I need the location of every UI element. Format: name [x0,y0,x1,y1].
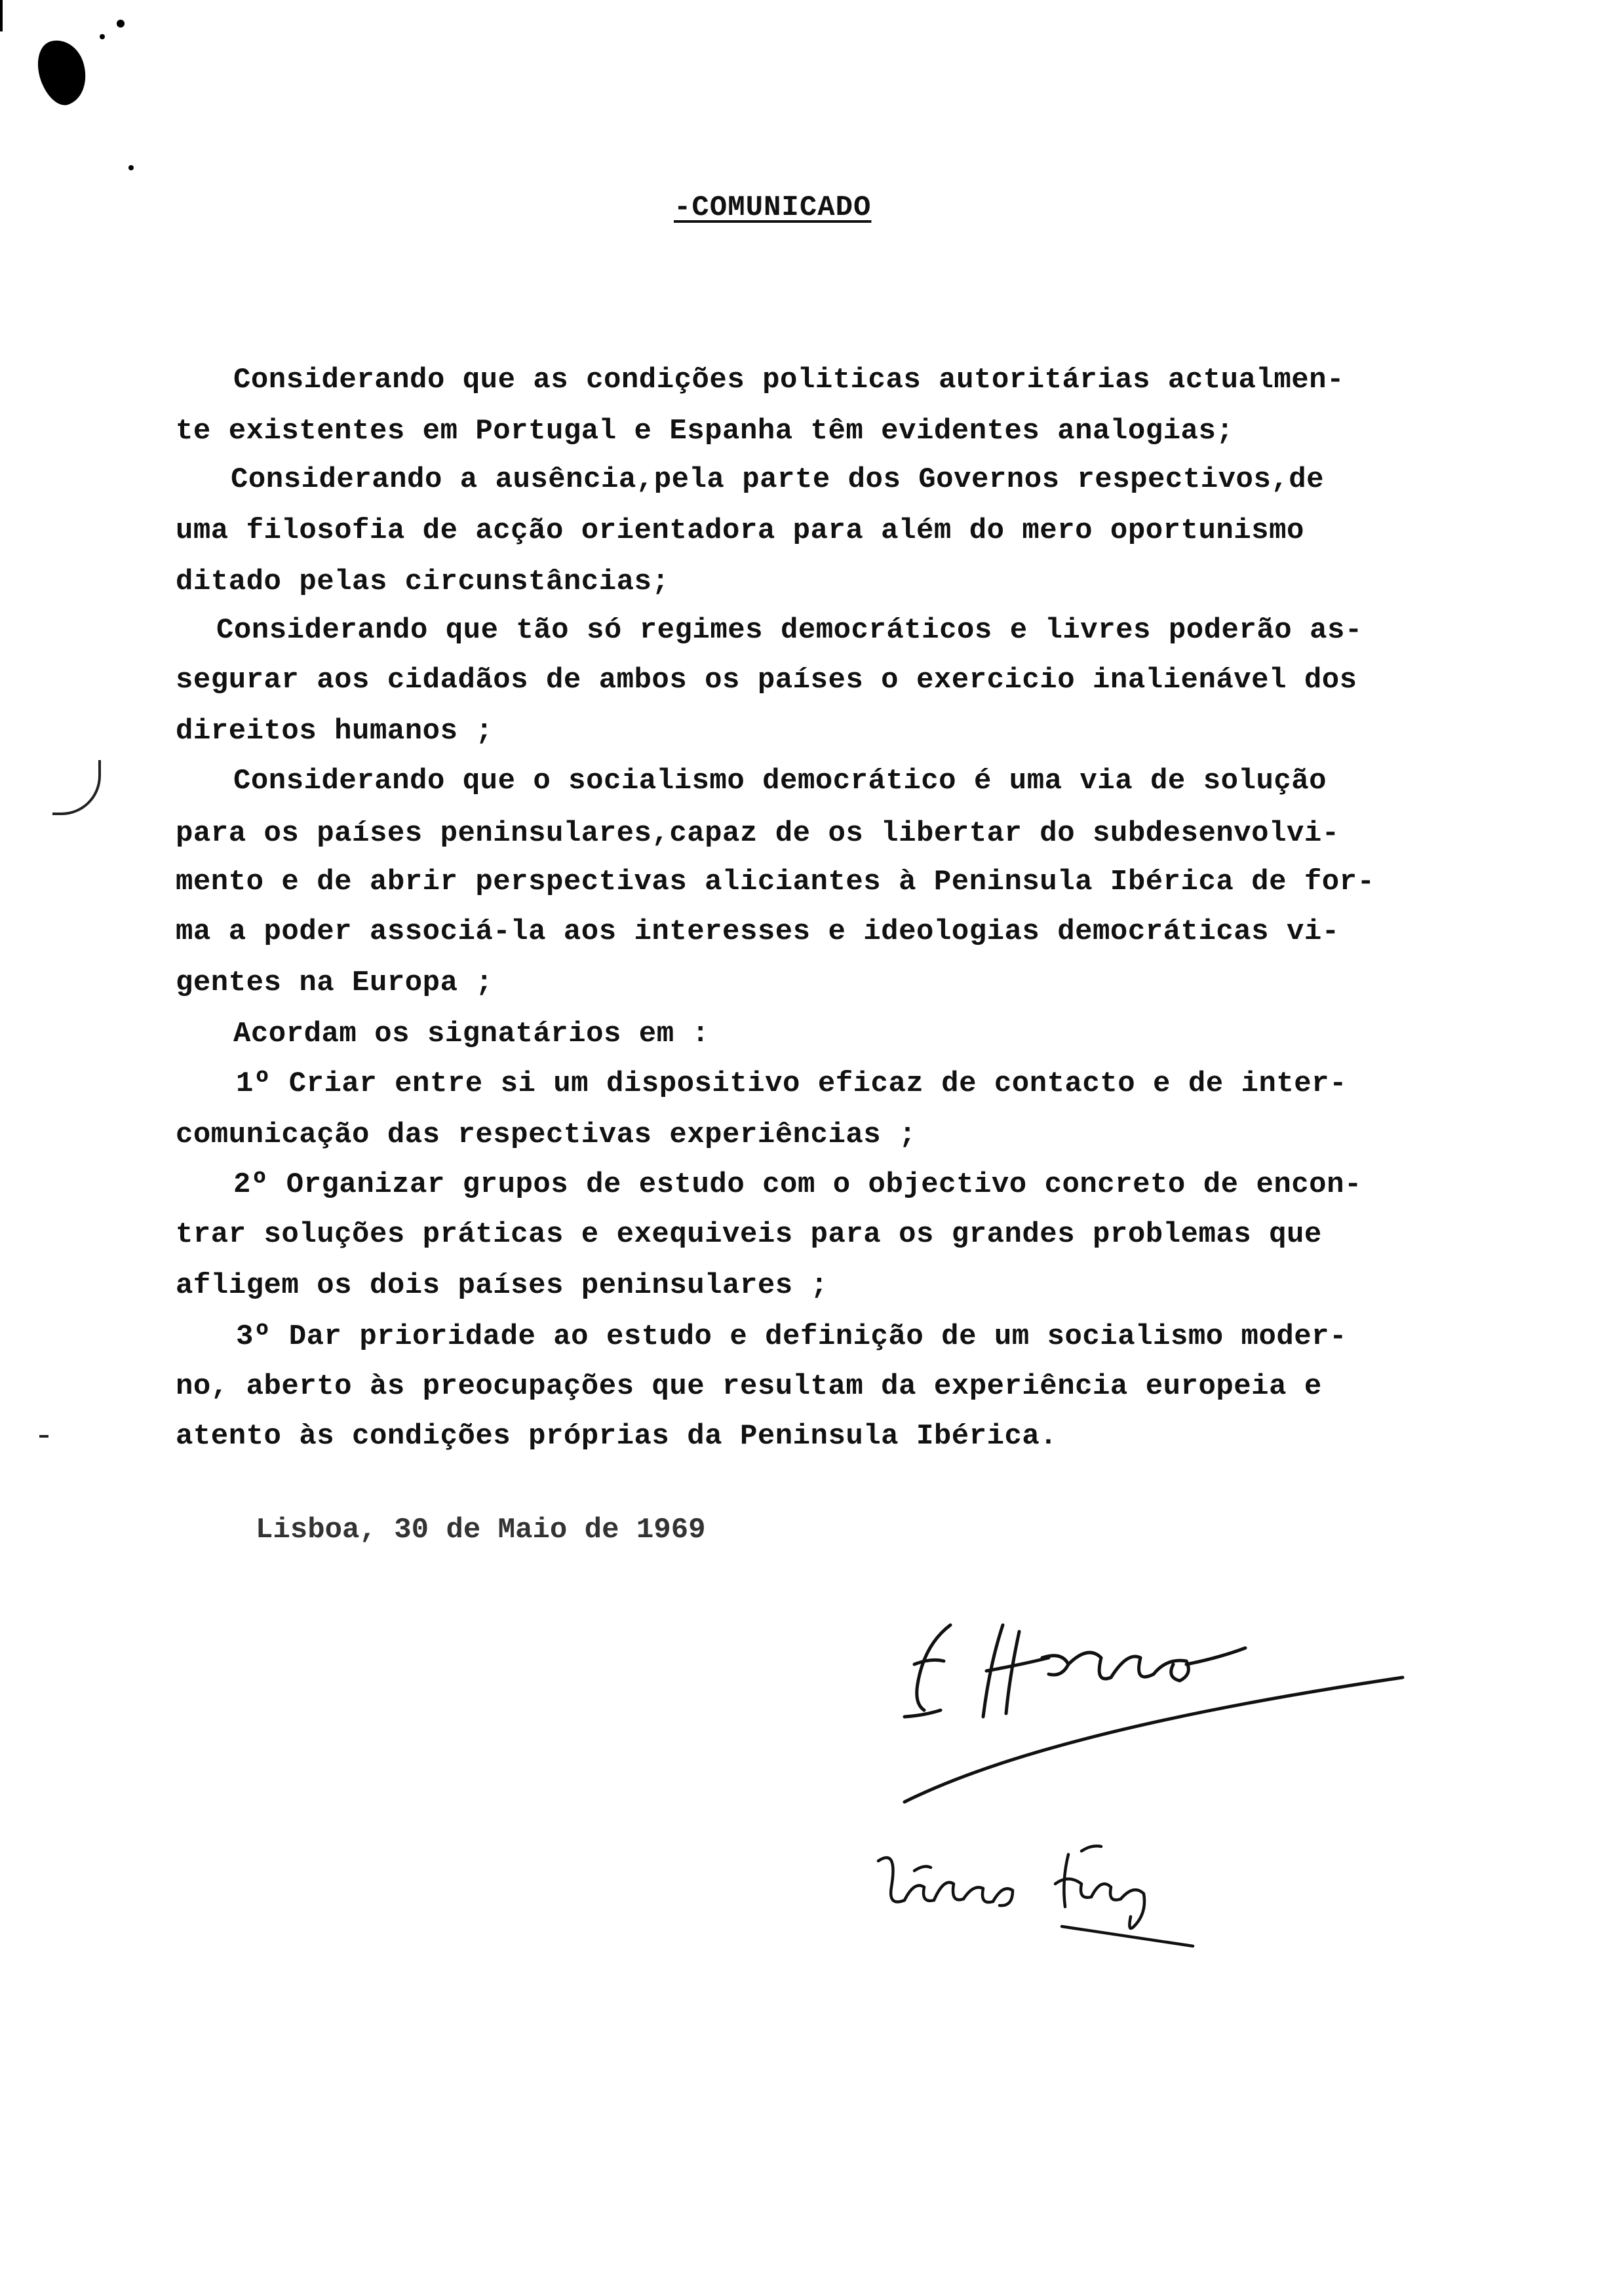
text-line: uma filosofia de acção orientadora para além do mero oportunismo [176,514,1304,547]
place-date: Lisboa, 30 de Maio de 1969 [256,1514,706,1546]
scan-edge-mark [0,0,3,31]
text-line: 2º Organizar grupos de estudo com o objectivo concreto de encon- [233,1168,1362,1201]
text-line: para os países peninsulares,capaz de os libertar do subdesenvolvi- [176,817,1340,850]
text-line: no, aberto às preocupações que resultam da experiência europeia e [176,1370,1322,1403]
text-line: afligem os dois países peninsulares ; [176,1269,828,1302]
text-line: gentes na Europa ; [176,966,494,999]
text-line: trar soluções práticas e exequiveis para os grandes problemas que [176,1218,1322,1251]
text-line: Acordam os signatários em : [233,1018,710,1050]
ink-speck [100,34,105,39]
text-line: direitos humanos ; [176,715,494,748]
document-title: -COMUNICADO [674,191,872,224]
text-line: Considerando que as condições politicas autoritárias actualmen- [233,364,1344,396]
punch-hole-mark [52,760,101,815]
text-line: Considerando que tão só regimes democráticos e livres poderão as- [216,614,1363,647]
text-line: te existentes em Portugal e Espanha têm evidentes analogias; [176,415,1234,448]
ink-speck [128,165,134,170]
ink-blot [30,34,94,111]
text-line: Considerando que o socialismo democrático é uma via de solução [233,765,1327,797]
text-line: segurar aos cidadãos de ambos os países o exercicio inalienável dos [176,664,1357,697]
text-line: mento e de abrir perspectivas aliciantes à Peninsula Ibérica de for- [176,866,1375,898]
text-line: ditado pelas circunstâncias; [176,565,670,598]
text-line: ma a poder associá-la aos interesses e ideologias democráticas vi- [176,915,1340,948]
text-line: atento às condições próprias da Peninsula Ibérica. [176,1420,1058,1453]
margin-mark [39,1435,49,1438]
text-line: 1º Criar entre si um dispositivo eficaz de contacto e de inter- [236,1067,1347,1100]
signatures-block [852,1586,1442,1953]
signature-two [878,1846,1193,1946]
text-line: comunicação das respectivas experiências ; [176,1119,916,1151]
text-line: 3º Dar prioridade ao estudo e definição de um socialismo moder- [236,1320,1347,1353]
signature-one [905,1625,1403,1802]
text-line: Considerando a ausência,pela parte dos Governos respectivos,de [231,463,1325,496]
ink-speck [117,20,125,28]
